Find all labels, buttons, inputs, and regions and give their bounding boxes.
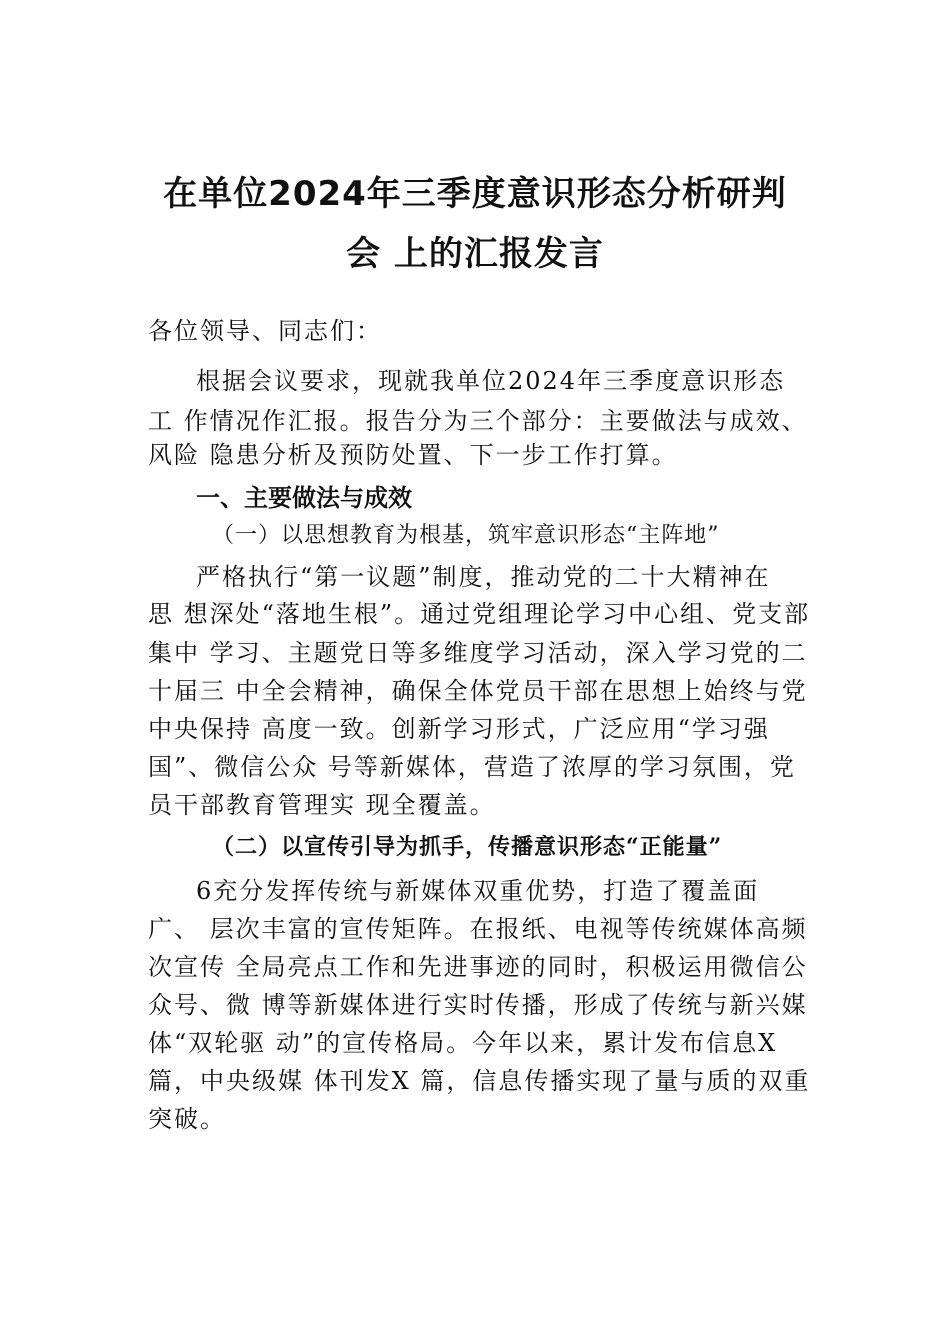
section-1-heading: 一、主要做法与成效 — [196, 484, 412, 512]
intro-line-3: 风险 隐患分析及预防处置、下一步工作打算。 — [148, 441, 678, 469]
subsection-2-heading: （二）以宣传引导为抓手，传播意识形态“正能量” — [212, 834, 723, 860]
subsection-2-line-6: 篇，中央级媒 体刊发X 篇，信息传播实现了量与质的双重 — [148, 1067, 811, 1095]
subsection-1-line-4: 十届三 中全会精神，确保全体党员干部在思想上始终与党 — [148, 677, 808, 705]
document-title-line-2: 会 上的汇报发言 — [346, 234, 604, 274]
subsection-2-line-1: 6充分发挥传统与新媒体双重优势，打造了覆盖面 — [196, 877, 760, 905]
salutation: 各位领导、同志们： — [148, 317, 382, 345]
intro-line-2: 工 作情况作汇报。报告分为三个部分：主要做法与成效、 — [148, 407, 808, 435]
subsection-2-line-3: 次宣传 全局亮点工作和先进事迹的同时，积极运用微信公 — [148, 953, 808, 981]
intro-line-1: 根据会议要求，现就我单位2024年三季度意识形态 — [196, 367, 786, 395]
subsection-1-line-1: 严格执行“第一议题”制度，推动党的二十大精神在 — [196, 563, 771, 591]
subsection-1-line-2: 思 想深处“落地生根”。通过党组理论学习中心组、党支部 — [148, 600, 811, 628]
subsection-1-line-3: 集中 学习、主题党日等多维度学习活动，深入学习党的二 — [148, 639, 808, 667]
subsection-1-line-6: 国”、微信公众 号等新媒体，营造了浓厚的学习氛围，党 — [148, 753, 796, 781]
subsection-1-line-7: 员干部教育管理实 现全覆盖。 — [148, 791, 496, 819]
subsection-2-line-5: 体“双轮驱 动”的宣传格局。今年以来，累计发布信息X — [148, 1029, 778, 1057]
subsection-1-heading: （一）以思想教育为根基，筑牢意识形态“主阵地” — [212, 523, 720, 548]
document-title-line-1: 在单位2024年三季度意识形态分析研判 — [163, 174, 787, 214]
subsection-2-line-7: 突破。 — [148, 1105, 226, 1133]
subsection-1-line-5: 中央保持 高度一致。创新学习形式，广泛应用“学习强 — [148, 715, 770, 743]
subsection-2-line-4: 众号、微 博等新媒体进行实时传播，形成了传统与新兴媒 — [148, 991, 808, 1019]
subsection-2-line-2: 广、 层次丰富的宣传矩阵。在报纸、电视等传统媒体高频 — [148, 915, 808, 943]
